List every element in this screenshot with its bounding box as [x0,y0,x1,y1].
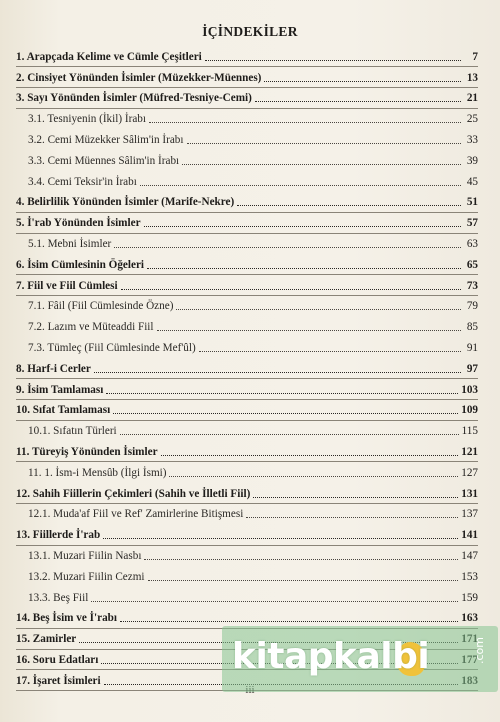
toc-entry [16,438,478,459]
toc-entry-page: 159 [461,591,478,604]
toc-entry-page: 51 [466,196,478,209]
toc-entry-page: 153 [461,570,478,583]
toc-subentry [16,168,478,189]
toc-entry-page: 73 [466,279,478,292]
toc-entry-label: 9. İsim Tamlaması [16,383,104,396]
toc-entry-page: 127 [461,466,478,479]
dot-leader [114,246,461,248]
table-of-contents [16,43,478,688]
toc-entry-label: 14. Beş İsim ve İ'rabı [16,612,117,625]
toc-subentry [16,417,478,438]
dot-leader [149,121,461,123]
toc-entry-label: 13. Fiillerde İ'rab [16,529,101,542]
toc-entry-label: 7.2. Lazım ve Müteaddi Fiil [28,321,154,334]
dot-leader [199,350,461,352]
toc-entry-page: 85 [466,321,478,334]
toc-subentry [16,542,478,563]
dot-leader [182,163,461,165]
toc-entry-label: 3.4. Cemi Teksir'in İrabı [28,175,137,188]
toc-entry-label: 17. İşaret İsimleri [16,674,101,687]
toc-entry [16,521,478,542]
toc-entry-label: 5. İ'rab Yönünden İsimler [16,217,141,230]
toc-entry-label: 3. Sayı Yönünden İsimler (Müfred-Tesniye-Cemi) [16,92,252,105]
toc-entry [16,251,478,272]
toc-entry [16,355,478,376]
toc-entry-label: 7.3. Tümleç (Fiil Cümlesinde Mef'ûl) [28,341,196,354]
toc-subentry [16,563,478,584]
toc-entry-label: 11. Türeyiş Yönünden İsimler [16,445,158,458]
toc-entry-page: 131 [461,487,478,500]
toc-subentry [16,584,478,605]
dot-leader [91,600,458,602]
toc-entry-label: 15. Zamirler [16,633,77,646]
toc-entry-page: 21 [466,92,478,105]
toc-entry [16,272,478,293]
toc-subentry [16,147,478,168]
toc-subentry [16,126,478,147]
page-title: İÇİNDEKİLER [202,24,298,39]
dot-leader [113,412,458,414]
toc-entry-page: 115 [461,425,478,438]
dot-leader [94,371,461,373]
toc-entry-page: 79 [466,300,478,313]
toc-entry [16,43,478,64]
dot-leader [144,558,458,560]
toc-entry-label: 13.3. Beş Fiil [28,591,89,604]
toc-entry-page: 137 [461,508,478,521]
toc-entry-page: 141 [461,529,478,542]
toc-entry-page: 91 [466,341,478,354]
dot-leader [121,288,461,290]
toc-entry-label: 7. Fiil ve Fiil Cümlesi [16,279,118,292]
dot-leader [205,59,461,61]
toc-entry [16,605,478,626]
toc-entry-label: 12.1. Muda'af Fiil ve Ref' Zamirlerine Bitişmesi [28,508,244,521]
dot-leader [103,537,458,539]
dot-leader [148,579,459,581]
toc-entry [16,376,478,397]
dot-leader [246,516,458,518]
toc-entry-label: 13.1. Muzari Fiilin Nasbı [28,549,142,562]
toc-entry-label: 3.1. Tesniyenin (İkil) İrabı [28,113,147,126]
dot-leader [140,184,461,186]
toc-subentry [16,293,478,314]
toc-subentry [16,459,478,480]
dot-leader [144,225,461,227]
toc-entry-page: 7 [472,50,478,63]
toc-entry-label: 13.2. Muzari Fiilin Cezmi [28,570,145,583]
toc-entry [16,480,478,501]
dot-leader [161,454,459,456]
toc-entry-page: 121 [461,445,478,458]
toc-entry-label: 10. Sıfat Tamlaması [16,404,111,417]
dot-leader [106,392,458,394]
watermark-logo [222,626,498,692]
toc-subentry [16,334,478,355]
toc-entry-page: 163 [461,612,478,625]
watermark-suffix: .com [473,637,486,664]
toc-entry-label: 4. Belirlilik Yönünden İsimler (Marife-Nekre) [16,196,235,209]
toc-entry-page: 45 [466,175,478,188]
toc-entry-page: 13 [466,71,478,84]
dot-leader [253,496,458,498]
dot-leader [157,329,461,331]
toc-entry-page: 65 [466,258,478,271]
toc-entry [16,397,478,418]
toc-entry-page: 103 [461,383,478,396]
toc-entry-page: 57 [466,217,478,230]
toc-entry [16,189,478,210]
toc-entry [16,209,478,230]
toc-entry-page: 109 [461,404,478,417]
dot-leader [147,267,461,269]
dot-leader [255,100,461,102]
dot-leader [187,142,462,144]
watermark-text: kitapkalbi [232,636,430,677]
toc-subentry [16,105,478,126]
toc-entry-page: 39 [466,154,478,167]
toc-entry-label: 16. Soru Edatları [16,653,99,666]
toc-entry-page: 25 [466,113,478,126]
toc-entry-page: 97 [466,362,478,375]
toc-entry [16,64,478,85]
dot-leader [120,620,458,622]
toc-entry-label: 1. Arapçada Kelime ve Cümle Çeşitleri [16,50,202,63]
dot-leader [169,475,458,477]
toc-entry-page: 147 [461,549,478,562]
toc-entry-label: 11. 1. İsm-i Mensûb (İlgi İsmi) [28,466,167,479]
toc-subentry [16,230,478,251]
toc-entry-label: 10.1. Sıfatın Türleri [28,425,117,438]
toc-entry-label: 5.1. Mebni İsimler [28,237,112,250]
toc-entry-label: 7.1. Fâil (Fiil Cümlesinde Özne) [28,300,174,313]
toc-entry-label: 3.2. Cemi Müzekker Sâlim'in İrabı [28,133,184,146]
dot-leader [176,308,461,310]
toc-entry-label: 12. Sahih Fiillerin Çekimleri (Sahih ve İlletli Fiil) [16,487,251,500]
dot-leader [264,80,461,82]
dot-leader [120,433,459,435]
toc-entry-label: 2. Cinsiyet Yönünden İsimler (Müzekker-Müennes) [16,71,262,84]
toc-subentry [16,313,478,334]
toc-entry-page: 33 [466,133,478,146]
toc-entry-page: 63 [466,237,478,250]
toc-entry-label: 6. İsim Cümlesinin Öğeleri [16,258,145,271]
dot-leader [237,204,461,206]
toc-entry-label: 8. Harf-i Cerler [16,362,91,375]
toc-entry [16,85,478,106]
toc-subentry [16,501,478,522]
toc-entry-label: 3.3. Cemi Müennes Sâlim'in İrabı [28,154,180,167]
